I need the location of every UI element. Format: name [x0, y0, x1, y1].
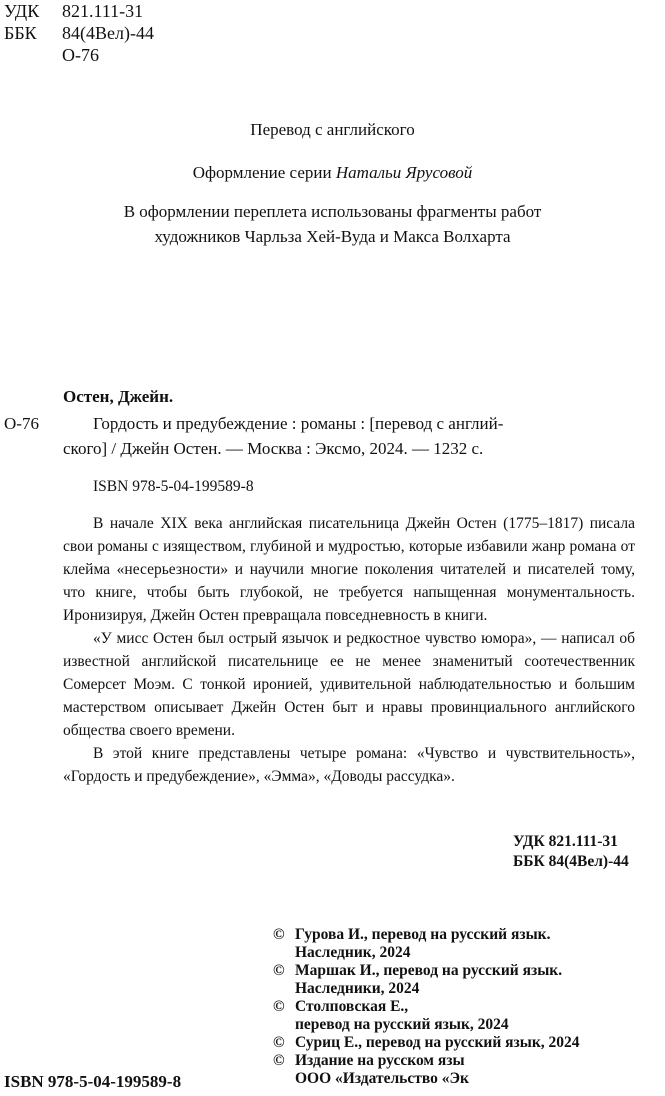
copyright-icon: ©	[273, 1052, 285, 1069]
isbn-bottom: ISBN 978-5-04-199589-8	[4, 1072, 182, 1091]
copyright-line: Суриц Е., перевод на русский язык, 2024	[295, 1034, 580, 1051]
copyright-line: Наследник, 2024	[295, 944, 411, 961]
bbk-label: ББК	[4, 23, 37, 43]
copyright-icon: ©	[273, 926, 285, 943]
copyright-line: Столповская Е.,	[295, 998, 409, 1015]
annotation-paragraph: «У мисс Остен был острый язычок и редкостное чувство юмора», — написал об известной английской писательнице ее не менее знаменитый соотечественник Сомерсет Моэм. С тонкой иронией, удивительной наблюдательностью и большим мастерством описывает Джейн Остен быт и нравы провинциального английского общества своего времени.	[63, 630, 635, 739]
series-design-prefix: Оформление серии	[192, 163, 332, 182]
copyright-line: Издание на русском язы	[295, 1052, 465, 1069]
cover-credit-line1: В оформлении переплета использованы фрагменты работ	[123, 202, 542, 221]
translation-credit: Перевод с английского	[250, 120, 415, 139]
cover-credit-line2: художников Чарльза Хей-Вуда и Макса Волхарта	[154, 227, 511, 246]
annotation-paragraph: В этой книге представлены четыре романа: «Чувство и чувствительность», «Гордость и предубеждение», «Эмма», «Доводы рассудка».	[63, 745, 635, 785]
blurred-overlay	[508, 1062, 665, 1096]
catalog-isbn: ISBN 978-5-04-199589-8	[93, 478, 254, 495]
author-sign: О-76	[62, 45, 99, 65]
udk-label: УДК	[4, 1, 40, 21]
copyright-icon: ©	[273, 998, 285, 1015]
series-design-credit	[0, 161, 665, 185]
copyright-icon: ©	[273, 962, 285, 979]
catalog-sign: О-76	[4, 414, 39, 433]
bbk-bottom: ББК 84(4Вел)-44	[513, 853, 629, 870]
catalog-title-line2: ского] / Джейн Остен. — Москва : Эксмо, 2024. — 1232 с.	[63, 439, 484, 458]
copyright-line: перевод на русский язык, 2024	[295, 1016, 509, 1033]
catalog-author-heading: Остен, Джейн.	[63, 387, 174, 406]
copyright-line: Гурова И., перевод на русский язык.	[295, 926, 551, 943]
copyright-line: Наследники, 2024	[295, 980, 420, 997]
udk-bottom: УДК 821.111-31	[513, 833, 618, 850]
copyright-line: Маршак И., перевод на русский язык.	[295, 962, 563, 979]
series-design-name: Натальи Ярусовой	[335, 163, 473, 182]
udk-value: 821.111-31	[62, 1, 144, 21]
annotation-paragraph: В начале XIX века английская писательница Джейн Остен (1775–1817) писала свои романы с изяществом, глубиной и мудростью, которые избавили жанр романа от клейма «несерьезности» и научили многие поколения читателей и писателей тому, что книге, чтобы быть глубокой, не требуется напыщенная монументальность. Иронизируя, Джейн Остен превращала повседневность в книги.	[63, 515, 635, 624]
copyright-line: ООО «Издательство «Эк	[295, 1070, 469, 1087]
copyright-icon: ©	[273, 1034, 285, 1051]
bbk-value: 84(4Вел)-44	[62, 23, 154, 43]
annotation	[63, 512, 635, 788]
catalog-title-line1: Гордость и предубеждение : романы : [перевод с англий-	[93, 414, 504, 433]
